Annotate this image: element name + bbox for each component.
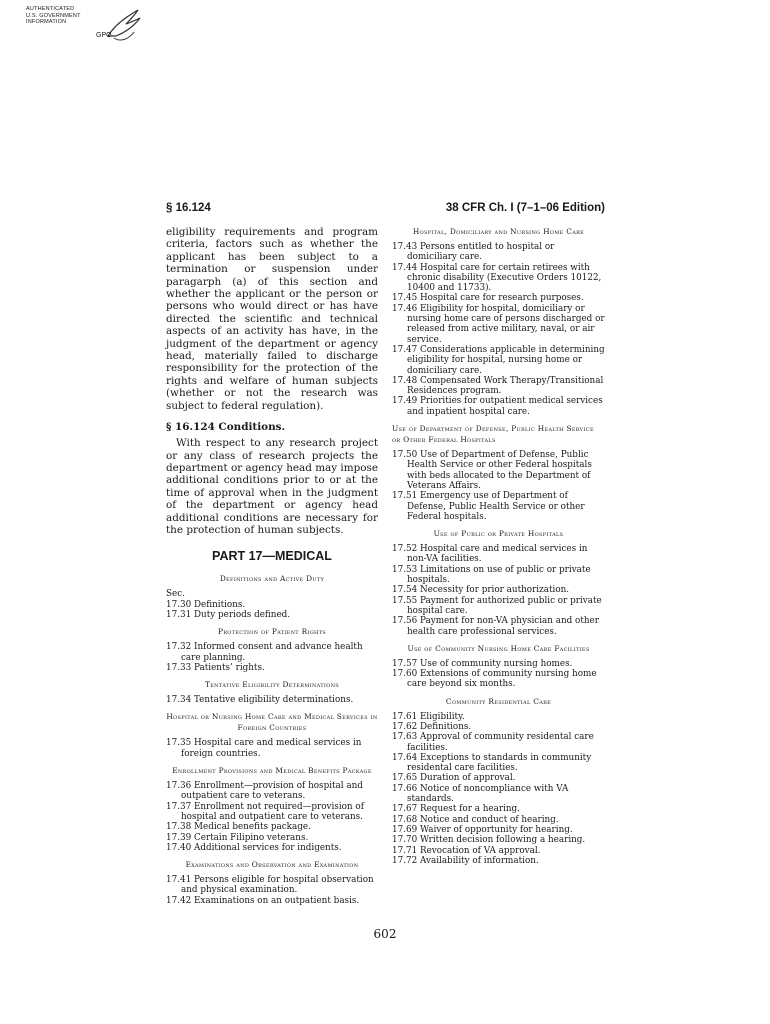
toc-entry: 17.46 Eligibility for hospital, domiciliary or nursing home care of persons discharged or released from active military, naval, or air service. xyxy=(392,303,605,345)
toc-entry: 17.31 Duty periods defined. xyxy=(166,609,291,620)
subpart-heading: Examinations and Observation and Examination xyxy=(185,860,359,870)
toc-entry: 17.55 Payment for authorized public or private hospital care. xyxy=(392,595,602,616)
toc-entry: 17.64 Exceptions to standards in community residental care facilities. xyxy=(392,752,592,774)
toc-entry: 17.34 Tentative eligibility determinations. xyxy=(166,695,354,706)
subpart-heading: Use of Public or Private Hospitals xyxy=(433,529,564,539)
subpart-heading: Community Residential Care xyxy=(445,696,552,706)
continuation-paragraph: eligibility requirements and program criteria, factors such as whether the applicant has been subject to a termination or suspension under paragarph (a) of this section and whether the applicant or the person or persons who would direct or has have directed the scientific and technical aspects of an activity has have, in the judgment of the department or agency head, materially failed to discharge responsibility for the protection of the rights and welfare of human subjects (whether or not the research was subject to federal regulation). xyxy=(166,226,378,412)
toc-entry: 17.61 Eligibility. xyxy=(392,711,465,722)
toc-entry: 17.33 Patients’ rights. xyxy=(166,662,265,673)
toc-entry: 17.37 Enrollment not required—provision of hospital and outpatient care to veterans. xyxy=(166,801,364,822)
subpart-heading: Hospital, Domiciliary and Nursing Home Care xyxy=(412,227,585,236)
toc-entry: 17.43 Persons entitled to hospital or domiciliary care. xyxy=(392,242,555,263)
toc-entry: 17.48 Compensated Work Therapy/Transitional Residences program. xyxy=(392,375,604,397)
sec-label: Sec. xyxy=(166,589,185,600)
subpart-heading: Tentative Eligibility Determinations xyxy=(204,680,339,690)
section-heading: § 16.124 Conditions. xyxy=(166,421,286,434)
toc-entry: 17.44 Hospital care for certain retirees with chronic disability (Executive Orders 10122, 10400 and 11733). xyxy=(392,262,602,294)
subpart-heading: Hospital or Nursing Home Care and Medical Services in Foreign Countries xyxy=(166,712,378,733)
toc-entry: 17.39 Certain Filipino veterans. xyxy=(166,832,309,843)
page-number: 602 xyxy=(373,927,397,941)
running-head-title: 38 CFR Ch. I (7–1–06 Edition) xyxy=(445,202,605,214)
toc-entry: 17.71 Revocation of VA approval. xyxy=(392,845,541,856)
toc-entry: 17.52 Hospital care and medical services in non-VA facilities. xyxy=(392,544,588,565)
toc-entry: 17.67 Request for a hearing. xyxy=(392,804,520,815)
toc-entry: 17.54 Necessity for prior authorization. xyxy=(392,585,570,596)
toc-entry: 17.35 Hospital care and medical services in foreign countries. xyxy=(166,738,362,759)
running-head-section: § 16.124 xyxy=(166,202,211,214)
toc-entry: 17.68 Notice and conduct of hearing. xyxy=(392,814,559,825)
toc-entry: 17.69 Waiver of opportunity for hearing. xyxy=(392,824,573,835)
toc-entry: 17.50 Use of Department of Defense, Public Health Service or other Federal hospitals with beds allocated to the Department of Veterans Affairs. xyxy=(392,450,592,491)
toc-entry: 17.65 Duration of approval. xyxy=(392,773,516,784)
seal-line: U.S. GOVERNMENT xyxy=(26,12,81,19)
gpo-authentication-seal xyxy=(26,6,144,50)
toc-entry: 17.42 Examinations on an outpatient basis. xyxy=(166,895,360,906)
toc-entry: 17.57 Use of community nursing homes. xyxy=(392,658,573,669)
toc-entry: 17.49 Priorities for outpatient medical services and inpatient hospital care. xyxy=(392,396,603,417)
toc-entry: 17.40 Additional services for indigents. xyxy=(166,842,342,853)
subpart-heading: Use of Community Nursing Home Care Facilities xyxy=(407,643,590,653)
toc-entry: 17.38 Medical benefits package. xyxy=(166,822,311,833)
eagle-icon xyxy=(104,6,144,48)
toc-entry: 17.36 Enrollment—provision of hospital and outpatient care to veterans. xyxy=(166,781,363,802)
toc-entry: 17.32 Informed consent and advance health care planning. xyxy=(166,642,363,663)
toc-entry: 17.51 Emergency use of Department of Defense, Public Health Service or other Federal hospitals. xyxy=(392,491,585,522)
toc-entry: 17.60 Extensions of community nursing home care beyond six months. xyxy=(392,669,597,690)
seal-line: INFORMATION xyxy=(26,19,67,26)
toc-entry: 17.53 Limitations on use of public or private hospitals. xyxy=(392,564,591,586)
toc-entry: 17.47 Considerations applicable in determining eligibility for hospital, nursing home or domiciliary care. xyxy=(392,344,605,376)
subpart-heading: Protection of Patient Rights xyxy=(217,627,327,637)
section-paragraph: With respect to any research project or any class of research projects the department or agency head may impose additional conditions prior to or at the time of approval when in the judgment of the department or agency head additional conditions are necessary for the protection of human subjects. xyxy=(166,437,378,536)
toc-entry: 17.30 Definitions. xyxy=(166,599,246,610)
seal-gpo: GPO xyxy=(96,32,112,39)
toc-entry: 17.70 Written decision following a hearing. xyxy=(392,835,586,846)
subpart-heading: Use of Department of Defense, Public Health Service or Other Federal Hospitals xyxy=(392,424,594,445)
toc-entry: 17.62 Definitions. xyxy=(392,721,472,732)
toc-entry: 17.45 Hospital care for research purposes. xyxy=(392,293,584,304)
right-column xyxy=(392,226,605,866)
toc-entry: 17.41 Persons eligible for hospital observation and physical examination. xyxy=(166,875,374,896)
part-title: PART 17—MEDICAL xyxy=(212,549,332,564)
left-column xyxy=(166,226,378,906)
toc-entry: 17.63 Approval of community residental care facilities. xyxy=(392,732,594,753)
subpart-heading: Definitions and Active Duty xyxy=(219,574,325,584)
toc-entry: 17.56 Payment for non-VA physician and other health care professional services. xyxy=(392,616,599,637)
seal-line: AUTHENTICATED xyxy=(26,6,75,12)
subpart-heading: Enrollment Provisions and Medical Benefits Package xyxy=(172,766,372,776)
toc-entry: 17.66 Notice of noncompliance with VA standards. xyxy=(392,783,569,805)
toc-entry: 17.72 Availability of information. xyxy=(392,855,539,866)
